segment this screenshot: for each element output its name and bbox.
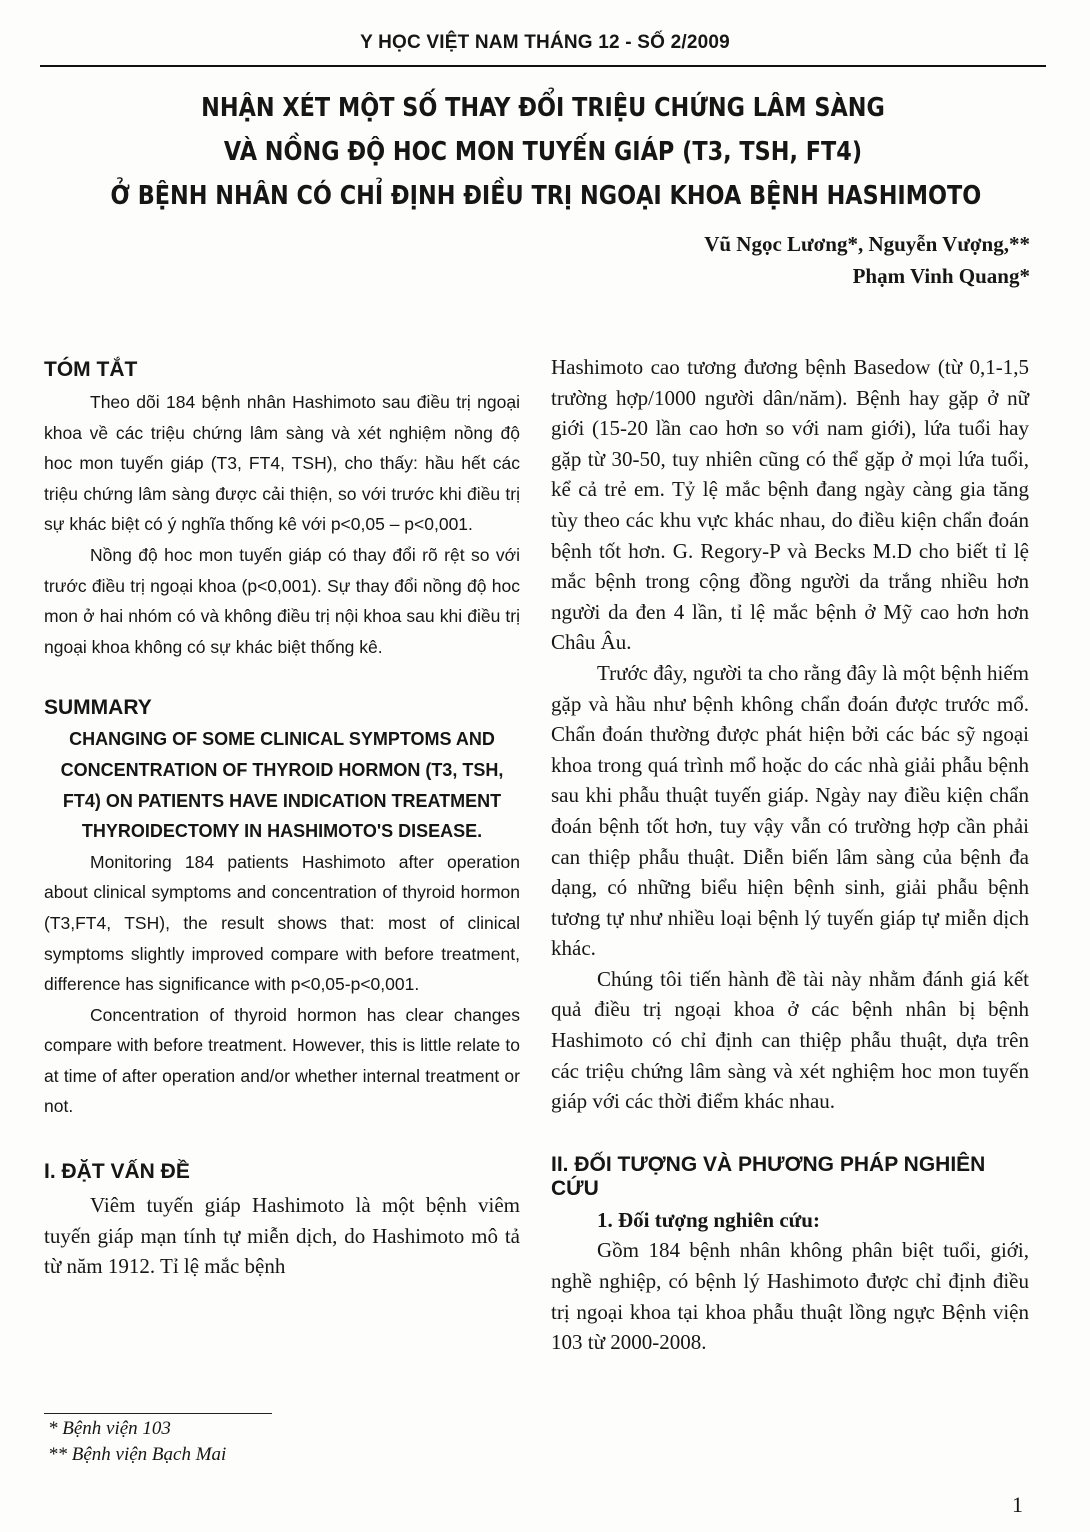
footnotes xyxy=(48,1416,226,1468)
summary-heading: SUMMARY xyxy=(44,696,152,720)
summary-paragraph-2: Concentration of thyroid hormon has clear changes compare with before treatment. However, this is little relate to at time of after operation and/or whether internal treatment or not. xyxy=(44,1004,520,1117)
section-1-paragraph-2: Trước đây, người ta cho rằng đây là một bệnh hiếm gặp và hầu như bệnh không chẩn đoán được trước mổ. Chẩn đoán thường được phát hiện bởi các bác sỹ ngoại khoa trong quá trình mổ hoặc do các nhà giải phẫu bệnh sau khi phẫu thuật tuyến giáp. Ngày nay điều kiện chẩn đoán bệnh tốt hơn, tuy vậy vẫn có trường hợp cần phải can thiệp phẫu thuật. Diễn biến lâm sàng của bệnh đa dạng, có những biểu hiện bệnh sinh, giải phẫu bệnh tương tự như nhiều loại bệnh lý tuyến giáp tự miễn dịch khác. xyxy=(551,660,1029,961)
header-rule xyxy=(40,65,1046,67)
title-line-2: VÀ NỒNG ĐỘ HOC MON TUYẾN GIÁP (T3, TSH, FT4) xyxy=(223,137,863,167)
abstract-paragraph-2: Nồng độ hoc mon tuyến giáp có thay đổi rõ rệt so với trước điều trị ngoại khoa (p<0,001). Sự thay đổi nồng độ hoc mon ở hai nhóm có và không điều trị nội khoa sau khi điều trị ngoại khoa không có sự khác biệt thống kê. xyxy=(44,544,520,657)
page-number: 1 xyxy=(1012,1492,1023,1517)
right-column xyxy=(551,352,1029,1358)
authors-line-2: Phạm Vinh Quang* xyxy=(852,264,1030,288)
title-line-1: NHẬN XÉT MỘT SỐ THAY ĐỔI TRIỆU CHỨNG LÂM SÀNG xyxy=(201,93,885,123)
abstract-paragraph-1: Theo dõi 184 bệnh nhân Hashimoto sau điều trị ngoại khoa về các triệu chứng lâm sàng và xét nghiệm nồng độ hoc mon tuyến giáp (T3, FT4, TSH), cho thấy: hầu hết các triệu chứng lâm sàng được cải thiện, so với trước khi điều trị sự khác biệt có ý nghĩa thống kê với p<0,05 – p<0,001. xyxy=(44,392,520,535)
section-2-paragraph-1: Gồm 184 bệnh nhân không phân biệt tuổi, giới, nghề nghiệp, có bệnh lý Hashimoto được chỉ định điều trị ngoại khoa tại khoa phẫu thuật lồng ngực Bệnh viện 103 từ 2000-2008. xyxy=(551,1238,1029,1355)
left-column xyxy=(44,352,520,1282)
abstract-heading: TÓM TẮT xyxy=(44,358,138,381)
section-1-paragraph-3: Chúng tôi tiến hành đề tài này nhằm đánh giá kết quả điều trị ngoại khoa ở các bệnh nhân bị bệnh Hashimoto có chỉ định can thiệp phẫu thuật, dựa trên các triệu chứng lâm sàng và xét nghiệm hoc mon tuyến giáp với các thời điểm khác nhau. xyxy=(551,966,1029,1114)
article-title xyxy=(110,86,982,218)
section-1-paragraph-1-start: Viêm tuyến giáp Hashimoto là một bệnh viêm tuyến giáp mạn tính tự miễn dịch, do Hashimoto mô tả từ năm 1912. Tỉ lệ mắc bệnh xyxy=(44,1193,520,1279)
section-1-heading: I. ĐẶT VẤN ĐỀ xyxy=(44,1160,190,1184)
title-line-3: Ở BỆNH NHÂN CÓ CHỈ ĐỊNH ĐIỀU TRỊ NGOẠI KHOA BỆNH HASHIMOTO xyxy=(110,181,982,211)
summary-paragraph-1: Monitoring 184 patients Hashimoto after operation about clinical symptoms and concentration of thyroid hormon (T3,FT4, TSH), the result shows that: most of clinical symptoms slightly improved compare with before treatment, difference has significance with p<0,05-p<0,001. xyxy=(44,851,520,995)
journal-header: Y HỌC VIỆT NAM THÁNG 12 - SỐ 2/2009 xyxy=(360,32,730,53)
section-2-heading: II. ĐỐI TƯỢNG VÀ PHƯƠNG PHÁP NGHIÊN CỨU xyxy=(551,1152,986,1200)
author-list xyxy=(704,228,1030,292)
footnote-2: ** Bệnh viện Bạch Mai xyxy=(48,1444,227,1465)
section-2-subheading: 1. Đối tượng nghiên cứu: xyxy=(597,1207,820,1232)
summary-title: CHANGING OF SOME CLINICAL SYMPTOMS AND CONCENTRATION OF THYROID HORMON (T3, TSH, FT4) ON PATIENTS HAVE INDICATION TREATMENT THYROIDECTOMY IN HASHIMOTO'S DISEASE. xyxy=(60,729,504,842)
section-1-paragraph-1-continued: Hashimoto cao tương đương bệnh Basedow (từ 0,1-1,5 trường hợp/1000 người dân/năm). Bệnh hay gặp ở nữ giới (15-20 lần cao hơn so với nam giới), lứa tuổi hay gặp từ 30-50, tuy nhiên cũng có thể gặp ở mọi lứa tuổi, kể cả trẻ em. Tỷ lệ mắc bệnh đang ngày càng gia tăng tùy theo các khu vực khác nhau, do điều kiện chẩn đoán bệnh tốt hơn. G. Regory-P và Becks M.D cho biết tỉ lệ mắc bệnh trong cộng đồng người da trắng nhiều hơn người da đen 4 lần, tỉ lệ mắc bệnh ở Mỹ cao hơn hơn Châu Âu. xyxy=(551,355,1029,655)
footnote-1: * Bệnh viện 103 xyxy=(48,1418,171,1439)
authors-line-1: Vũ Ngọc Lương*, Nguyễn Vượng,** xyxy=(704,232,1030,256)
footnote-rule xyxy=(44,1413,272,1414)
